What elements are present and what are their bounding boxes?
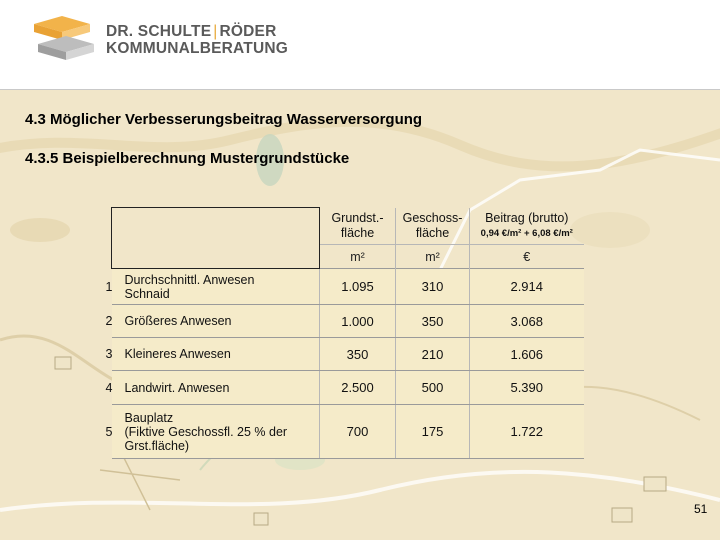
calculation-table	[105, 207, 584, 459]
row-number: 5	[105, 424, 113, 439]
cell-grundst: 350	[320, 338, 396, 371]
header-geschoss	[396, 208, 470, 245]
row-label-cell	[105, 338, 320, 371]
header-grundst-line1: Grundst.-	[331, 210, 384, 225]
table-row	[112, 305, 584, 338]
cell-geschoss: 350	[396, 305, 470, 338]
logo-separator: |	[213, 23, 218, 40]
header-beitrag-rate: 0,94 €/m² + 6,08 €/m²	[480, 227, 573, 239]
header-blank-cell	[112, 208, 320, 269]
row-label-cell	[105, 305, 320, 338]
header-beitrag-main: Beitrag (brutto)	[485, 210, 569, 225]
row-number: 3	[105, 347, 113, 361]
row-label-cell	[105, 371, 320, 405]
header-grundst-line2: fläche	[340, 225, 375, 240]
row-number: 1	[105, 279, 113, 294]
row-label-line1: Größeres Anwesen	[124, 314, 232, 328]
header-grundst	[320, 208, 396, 245]
cell-grundst: 1.000	[320, 305, 396, 338]
cell-beitrag: 1.606	[470, 338, 584, 371]
cell-beitrag: 3.068	[470, 305, 584, 338]
logo-mark-icon	[28, 14, 100, 66]
section-heading: 4.3 Möglicher Verbesserungsbeitrag Wasserversorgung	[25, 111, 423, 128]
row-label-cell	[105, 269, 320, 305]
cell-geschoss: 500	[396, 371, 470, 405]
row-label-line1: Bauplatz	[124, 410, 174, 425]
unit-geschoss: m²	[396, 245, 470, 269]
row-label-line2: Schnaid	[124, 286, 170, 301]
row-label-line2: (Fiktive Geschossfl. 25 % der	[124, 424, 288, 439]
row-label-line1: Kleineres Anwesen	[124, 347, 231, 361]
header-geschoss-line2: fläche	[415, 225, 450, 240]
table-row	[112, 269, 584, 305]
page-number: 51	[694, 502, 708, 516]
cell-geschoss: 210	[396, 338, 470, 371]
cell-grundst: 700	[320, 405, 396, 459]
logo-line1-b: RÖDER	[219, 23, 277, 40]
table-row	[112, 371, 584, 405]
cell-grundst: 2.500	[320, 371, 396, 405]
row-label-line1: Landwirt. Anwesen	[124, 380, 230, 395]
row-number: 2	[105, 314, 113, 328]
header-beitrag	[470, 208, 584, 245]
logo-text	[106, 23, 288, 57]
table-row	[112, 405, 584, 459]
header-geschoss-line1: Geschoss-	[402, 210, 463, 225]
cell-grundst: 1.095	[320, 269, 396, 305]
logo-line2: KOMMUNALBERATUNG	[106, 40, 289, 57]
cell-beitrag: 1.722	[470, 405, 584, 459]
section-subheading: 4.3.5 Beispielberechnung Mustergrundstücke	[25, 150, 350, 167]
cell-beitrag: 5.390	[470, 371, 584, 405]
unit-beitrag: €	[470, 245, 584, 269]
table-row	[112, 338, 584, 371]
row-label-line3: Grst.fläche)	[124, 438, 190, 453]
row-label-line1: Durchschnittl. Anwesen	[124, 272, 255, 287]
cell-geschoss: 310	[396, 269, 470, 305]
row-number: 4	[105, 380, 113, 395]
cell-beitrag: 2.914	[470, 269, 584, 305]
unit-grundst: m²	[320, 245, 396, 269]
row-label-cell	[105, 405, 320, 459]
cell-geschoss: 175	[396, 405, 470, 459]
header-bar	[0, 0, 720, 90]
logo-line1-a: DR. SCHULTE	[106, 23, 212, 40]
